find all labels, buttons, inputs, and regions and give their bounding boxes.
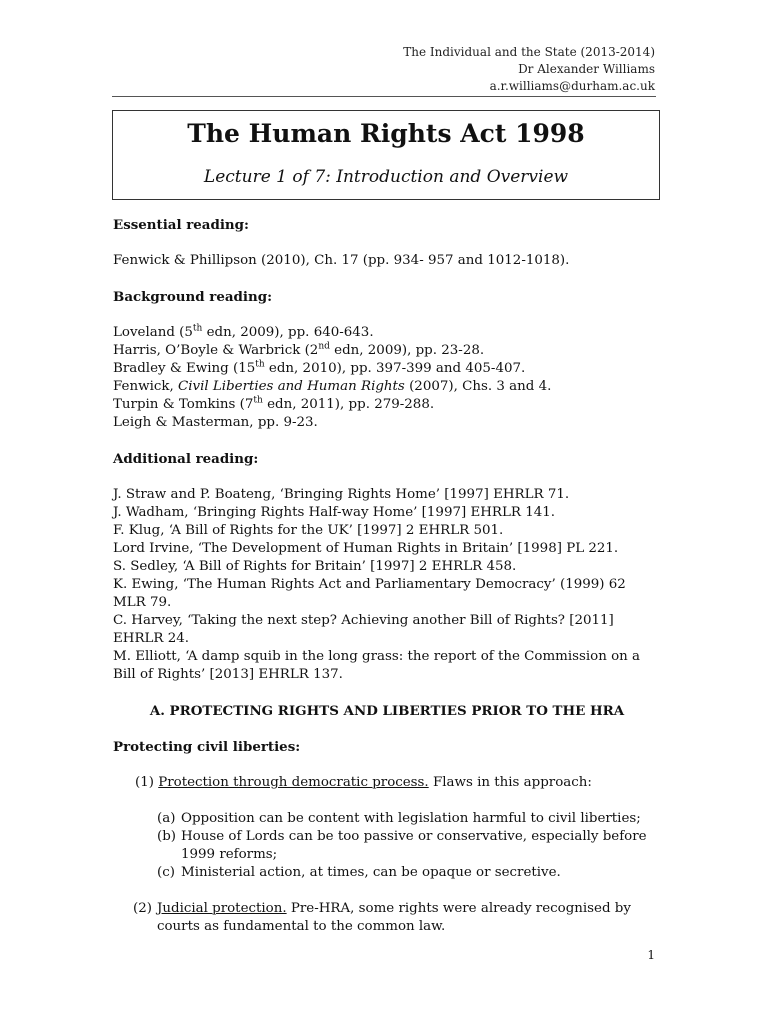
reading-item: J. Straw and P. Boateng, ‘Bringing Rights Home’ [1997] EHRLR 71. — [113, 487, 570, 502]
reading-item: Turpin & Tomkins (7th edn, 2011), pp. 279-288. — [113, 395, 435, 412]
reading-item: Harris, O’Boyle & Warbrick (2nd edn, 2009), pp. 23-28. — [113, 341, 485, 358]
reading-item: M. Elliott, ‘A damp squib in the long grass: the report of the Commission on a Bill of Rights’ [2013] EHRLR 137. — [113, 649, 641, 682]
reading-item: Leigh & Masterman, pp. 9-23. — [113, 415, 318, 430]
list-item: (a) Opposition can be content with legislation harmful to civil liberties; — [157, 811, 641, 826]
reading-item: S. Sedley, ‘A Bill of Rights for Britain’ [1997] 2 EHRLR 458. — [113, 559, 517, 574]
reading-item: F. Klug, ‘A Bill of Rights for the UK’ [1997] 2 EHRLR 501. — [113, 523, 504, 538]
civil-liberties-heading: Protecting civil liberties: — [113, 739, 301, 755]
document-header — [403, 44, 655, 95]
reading-item: Bradley & Ewing (15th edn, 2010), pp. 397-399 and 405-407. — [113, 359, 526, 376]
course-title: The Individual and the State (2013-2014) — [403, 45, 655, 59]
reading-item: J. Wadham, ‘Bringing Rights Half-way Home’ [1997] EHRLR 141. — [113, 505, 556, 520]
document-title: The Human Rights Act 1998 — [187, 119, 585, 148]
document-body — [113, 216, 661, 936]
point-1: (1) Protection through democratic process. Flaws in this approach: — [135, 775, 592, 790]
title-box — [112, 110, 660, 200]
lecture-subtitle: Lecture 1 of 7: Introduction and Overview — [203, 167, 569, 187]
reading-item: K. Ewing, ‘The Human Rights Act and Parliamentary Democracy’ (1999) 62 MLR 79. — [113, 577, 626, 610]
point-2: (2) Judicial protection. Pre-HRA, some rights were already recognised by courts as fundamental to the common law. — [133, 901, 631, 934]
page-number: 1 — [647, 948, 655, 962]
author-name: Dr Alexander Williams — [518, 62, 655, 76]
reading-item: Lord Irvine, ‘The Development of Human Rights in Britain’ [1998] PL 221. — [113, 541, 619, 556]
author-email: a.r.williams@durham.ac.uk — [489, 79, 655, 93]
reading-item: Fenwick & Phillipson (2010), Ch. 17 (pp. 934- 957 and 1012-1018). — [113, 253, 570, 268]
essential-reading-heading: Essential reading: — [113, 217, 249, 233]
section-a-heading: A. PROTECTING RIGHTS AND LIBERTIES PRIOR TO THE HRA — [149, 703, 625, 719]
reading-item: Loveland (5th edn, 2009), pp. 640-643. — [113, 323, 374, 340]
header-divider — [112, 96, 656, 97]
point-1-subitems — [113, 810, 661, 882]
reading-item: C. Harvey, ‘Taking the next step? Achieving another Bill of Rights? [2011] EHRLR 24. — [113, 613, 614, 646]
additional-reading-heading: Additional reading: — [113, 451, 259, 467]
reading-item: Fenwick, Civil Liberties and Human Rights (2007), Chs. 3 and 4. — [113, 379, 552, 394]
list-item: (c) Ministerial action, at times, can be opaque or secretive. — [157, 865, 561, 880]
list-item: (b) House of Lords can be too passive or conservative, especially before 1999 reforms; — [157, 829, 647, 862]
background-reading-heading: Background reading: — [113, 289, 273, 305]
